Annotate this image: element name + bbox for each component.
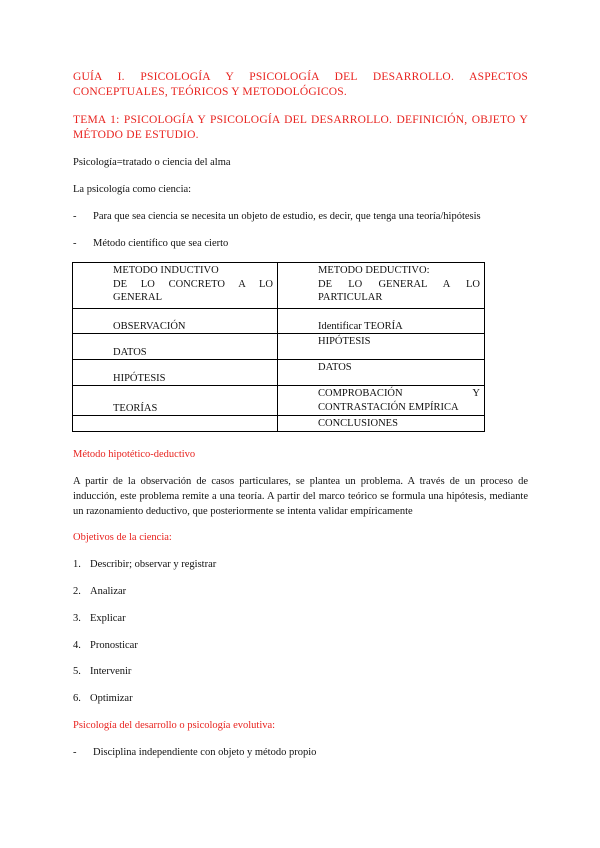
list-item-text: Optimizar — [90, 693, 133, 704]
list-item-number: 4. — [73, 640, 81, 651]
deductive-step-line — [318, 387, 480, 401]
deductive-step-part: Y — [472, 388, 480, 399]
list-item-number: 2. — [73, 586, 81, 597]
list-item-number: 6. — [73, 693, 81, 704]
inductive-header-subtitle: DE LO CONCRETO A LO GENERAL — [113, 278, 273, 303]
table-row — [73, 416, 485, 432]
list-item-text: Pronosticar — [90, 640, 138, 651]
definition-text: Psicología=tratado o ciencia del alma — [73, 157, 231, 168]
deductive-header-subtitle: DE LO GENERAL A LO PARTICULAR — [318, 278, 480, 303]
objectives-heading: Objetivos de la ciencia: — [73, 532, 172, 543]
inductive-step-cell: OBSERVACIÓN — [73, 309, 278, 334]
empty-cell — [73, 416, 278, 432]
method-heading: Método hipotético-deductivo — [73, 449, 196, 460]
deductive-step-cell — [278, 386, 485, 416]
inductive-header-cell — [73, 263, 278, 309]
deductive-step-cell: DATOS — [278, 360, 485, 386]
deductive-header-cell — [278, 263, 485, 309]
list-item-text: Describir; observar y registrar — [90, 559, 217, 570]
list-item-number: 3. — [73, 613, 81, 624]
deductive-step-cell: CONCLUSIONES — [278, 416, 485, 432]
deductive-step-cell: HIPÓTESIS — [278, 334, 485, 360]
inductive-header-title: METODO INDUCTIVO — [113, 265, 219, 276]
deductive-step-part: CONTRASTACIÓN EMPÍRICA — [318, 401, 459, 413]
bullet-marker: - — [73, 747, 77, 758]
list-item-text: Intervenir — [90, 666, 132, 677]
science-intro: La psicología como ciencia: — [73, 184, 192, 195]
list-item-number: 1. — [73, 559, 81, 570]
bullet-text: Disciplina independiente con objeto y método propio — [93, 747, 317, 758]
table-row — [73, 309, 485, 334]
list-item-number: 5. — [73, 666, 81, 677]
table-row — [73, 386, 485, 416]
list-item-text: Explicar — [90, 613, 126, 624]
bullet-text: Método científico que sea cierto — [93, 238, 229, 249]
deductive-step-part: COMPROBACIÓN — [318, 388, 403, 399]
table-row — [73, 360, 485, 386]
list-item-text: Analizar — [90, 586, 127, 597]
inductive-step-cell: TEORÍAS — [73, 386, 278, 416]
development-heading: Psicología del desarrollo o psicología evolutiva: — [73, 720, 276, 731]
bullet-text: Para que sea ciencia se necesita un objeto de estudio, es decir, que tenga una teoría/hipótesis — [93, 211, 481, 222]
inductive-step-cell: HIPÓTESIS — [73, 360, 278, 386]
table-row — [73, 334, 485, 360]
guide-title: GUÍA I. PSICOLOGÍA Y PSICOLOGÍA DEL DESARROLLO. ASPECTOS CONCEPTUALES, TEÓRICOS Y METODOLÓGICOS. — [73, 71, 528, 98]
deductive-header-title: METODO DEDUCTIVO: — [318, 265, 430, 276]
topic-title: TEMA 1: PSICOLOGÍA Y PSICOLOGÍA DEL DESARROLLO. DEFINICIÓN, OBJETO Y MÉTODO DE ESTUDIO. — [73, 114, 528, 141]
table-row — [73, 263, 485, 309]
inductive-step-cell: DATOS — [73, 334, 278, 360]
bullet-marker: - — [73, 211, 77, 222]
methods-table — [72, 262, 485, 432]
bullet-marker: - — [73, 238, 77, 249]
deductive-step-cell: Identificar TEORÍA — [278, 309, 485, 334]
method-paragraph: A partir de la observación de casos particulares, se plantea un problema. A través de un proceso de inducción, este problema remite a una teoría. A partir del marco teórico se formula una hipótesis, mediante un razonamiento deductivo, que posteriormente se intenta validar empíricamente — [73, 476, 528, 517]
